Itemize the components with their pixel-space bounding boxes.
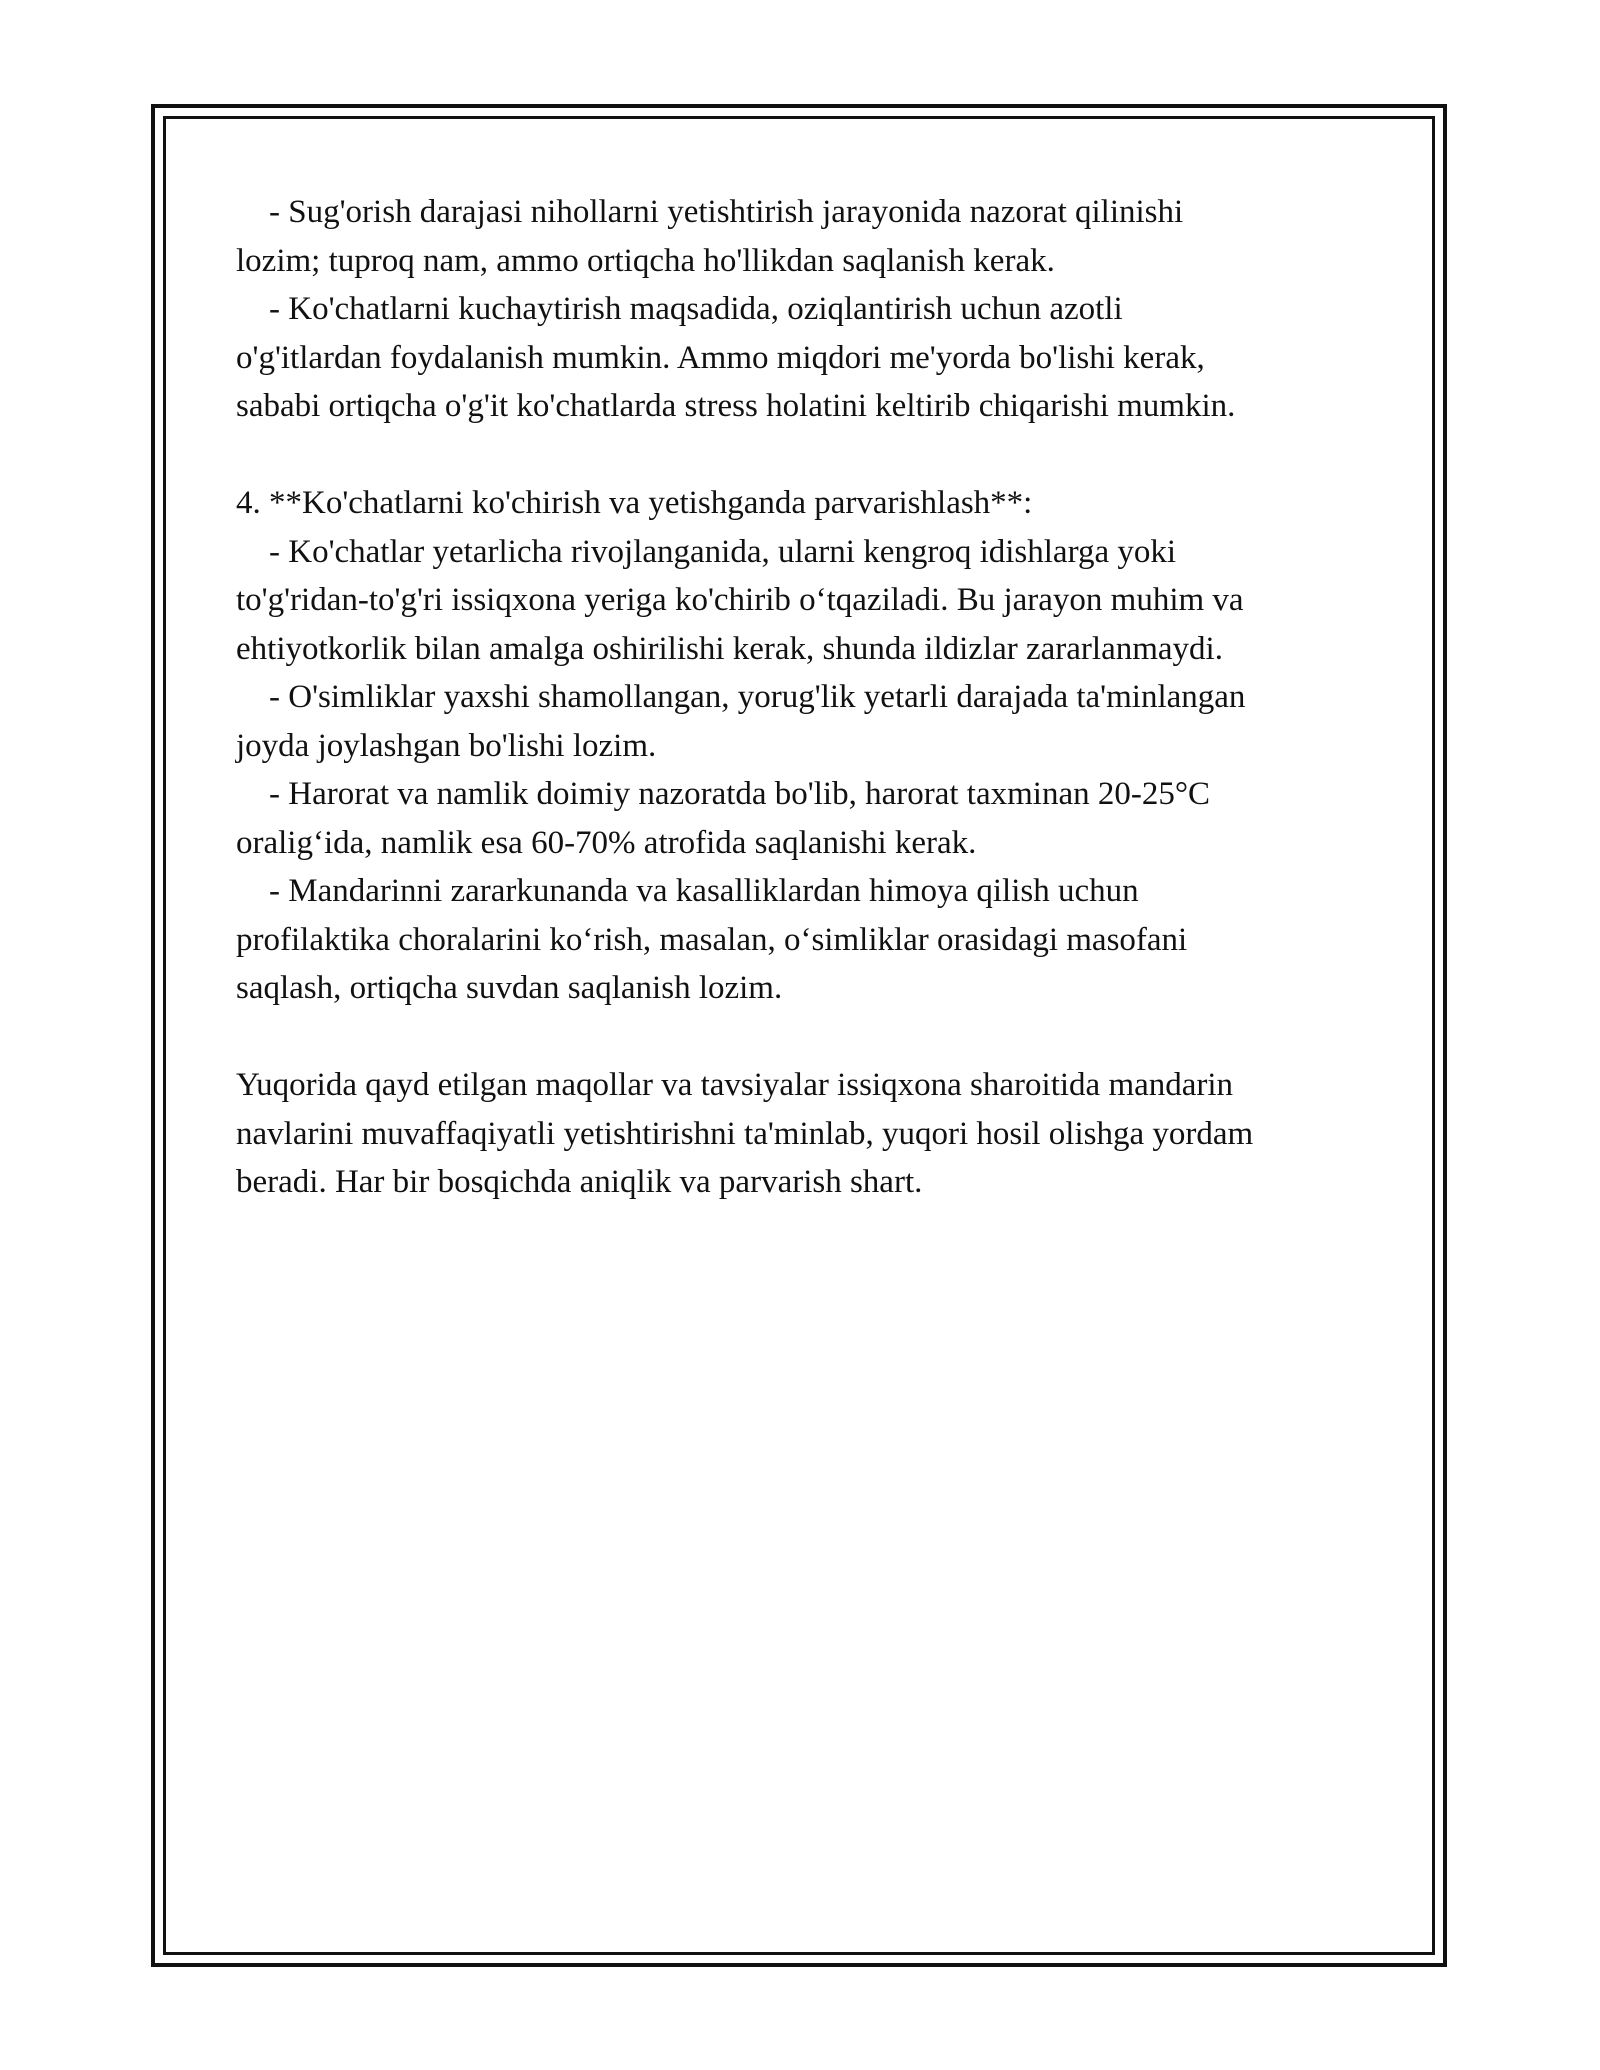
text-line: to'g'ridan-to'g'ri issiqxona yeriga ko'chirib o‘tqaziladi. Bu jarayon muhim va (236, 582, 1244, 618)
paragraph-gap (236, 1013, 1371, 1062)
text-line: ehtiyotkorlik bilan amalga oshirilishi kerak, shunda ildizlar zararlanmaydi. (236, 630, 1223, 667)
text-line: o'g'itlardan foydalanish mumkin. Ammo miqdori me'yorda bo'lishi kerak, (236, 339, 1205, 376)
text-line: - Sug'orish darajasi nihollarni yetishtirish jarayonida nazorat qilinishi (236, 194, 1184, 230)
section-heading: 4. **Ko'chatlarni ko'chirish va yetishganda parvarishlash**: (236, 485, 1033, 521)
paragraph-gap (236, 431, 1371, 480)
text-line: Yuqorida qayd etilgan maqollar va tavsiyalar issiqxona sharoitida mandarin (236, 1067, 1234, 1103)
text-line: lozim; tuproq nam, ammo ortiqcha ho'llikdan saqlanish kerak. (236, 242, 1055, 279)
document-body (236, 188, 1371, 1207)
text-line: sababi ortiqcha o'g'it ko'chatlarda stress holatini keltirib chiqarishi mumkin. (236, 388, 1236, 424)
text-line: - Ko'chatlar yetarlicha rivojlanganida, ularni kengroq idishlarga yoki (236, 533, 1177, 570)
text-line: - Ko'chatlarni kuchaytirish maqsadida, oziqlantirish uchun azotli (236, 291, 1123, 327)
text-line: oralig‘ida, namlik esa 60-70% atrofida saqlanishi kerak. (236, 824, 977, 861)
text-line: - O'simliklar yaxshi shamollangan, yorug'lik yetarli darajada ta'minlangan (236, 679, 1246, 715)
text-line: - Harorat va namlik doimiy nazoratda bo'lib, harorat taxminan 20-25°C (236, 776, 1211, 812)
text-line: saqlash, ortiqcha suvdan saqlanish lozim. (236, 970, 783, 1006)
text-line: joyda joylashgan bo'lishi lozim. (236, 727, 657, 764)
text-line: beradi. Har bir bosqichda aniqlik va parvarish shart. (236, 1164, 923, 1200)
text-line: navlarini muvaffaqiyatli yetishtirishni ta'minlab, yuqori hosil olishga yordam (236, 1115, 1254, 1152)
text-line: profilaktika choralarini ko‘rish, masalan, o‘simliklar orasidagi masofani (236, 921, 1188, 958)
text-line: - Mandarinni zararkunanda va kasalliklardan himoya qilish uchun (236, 873, 1139, 909)
